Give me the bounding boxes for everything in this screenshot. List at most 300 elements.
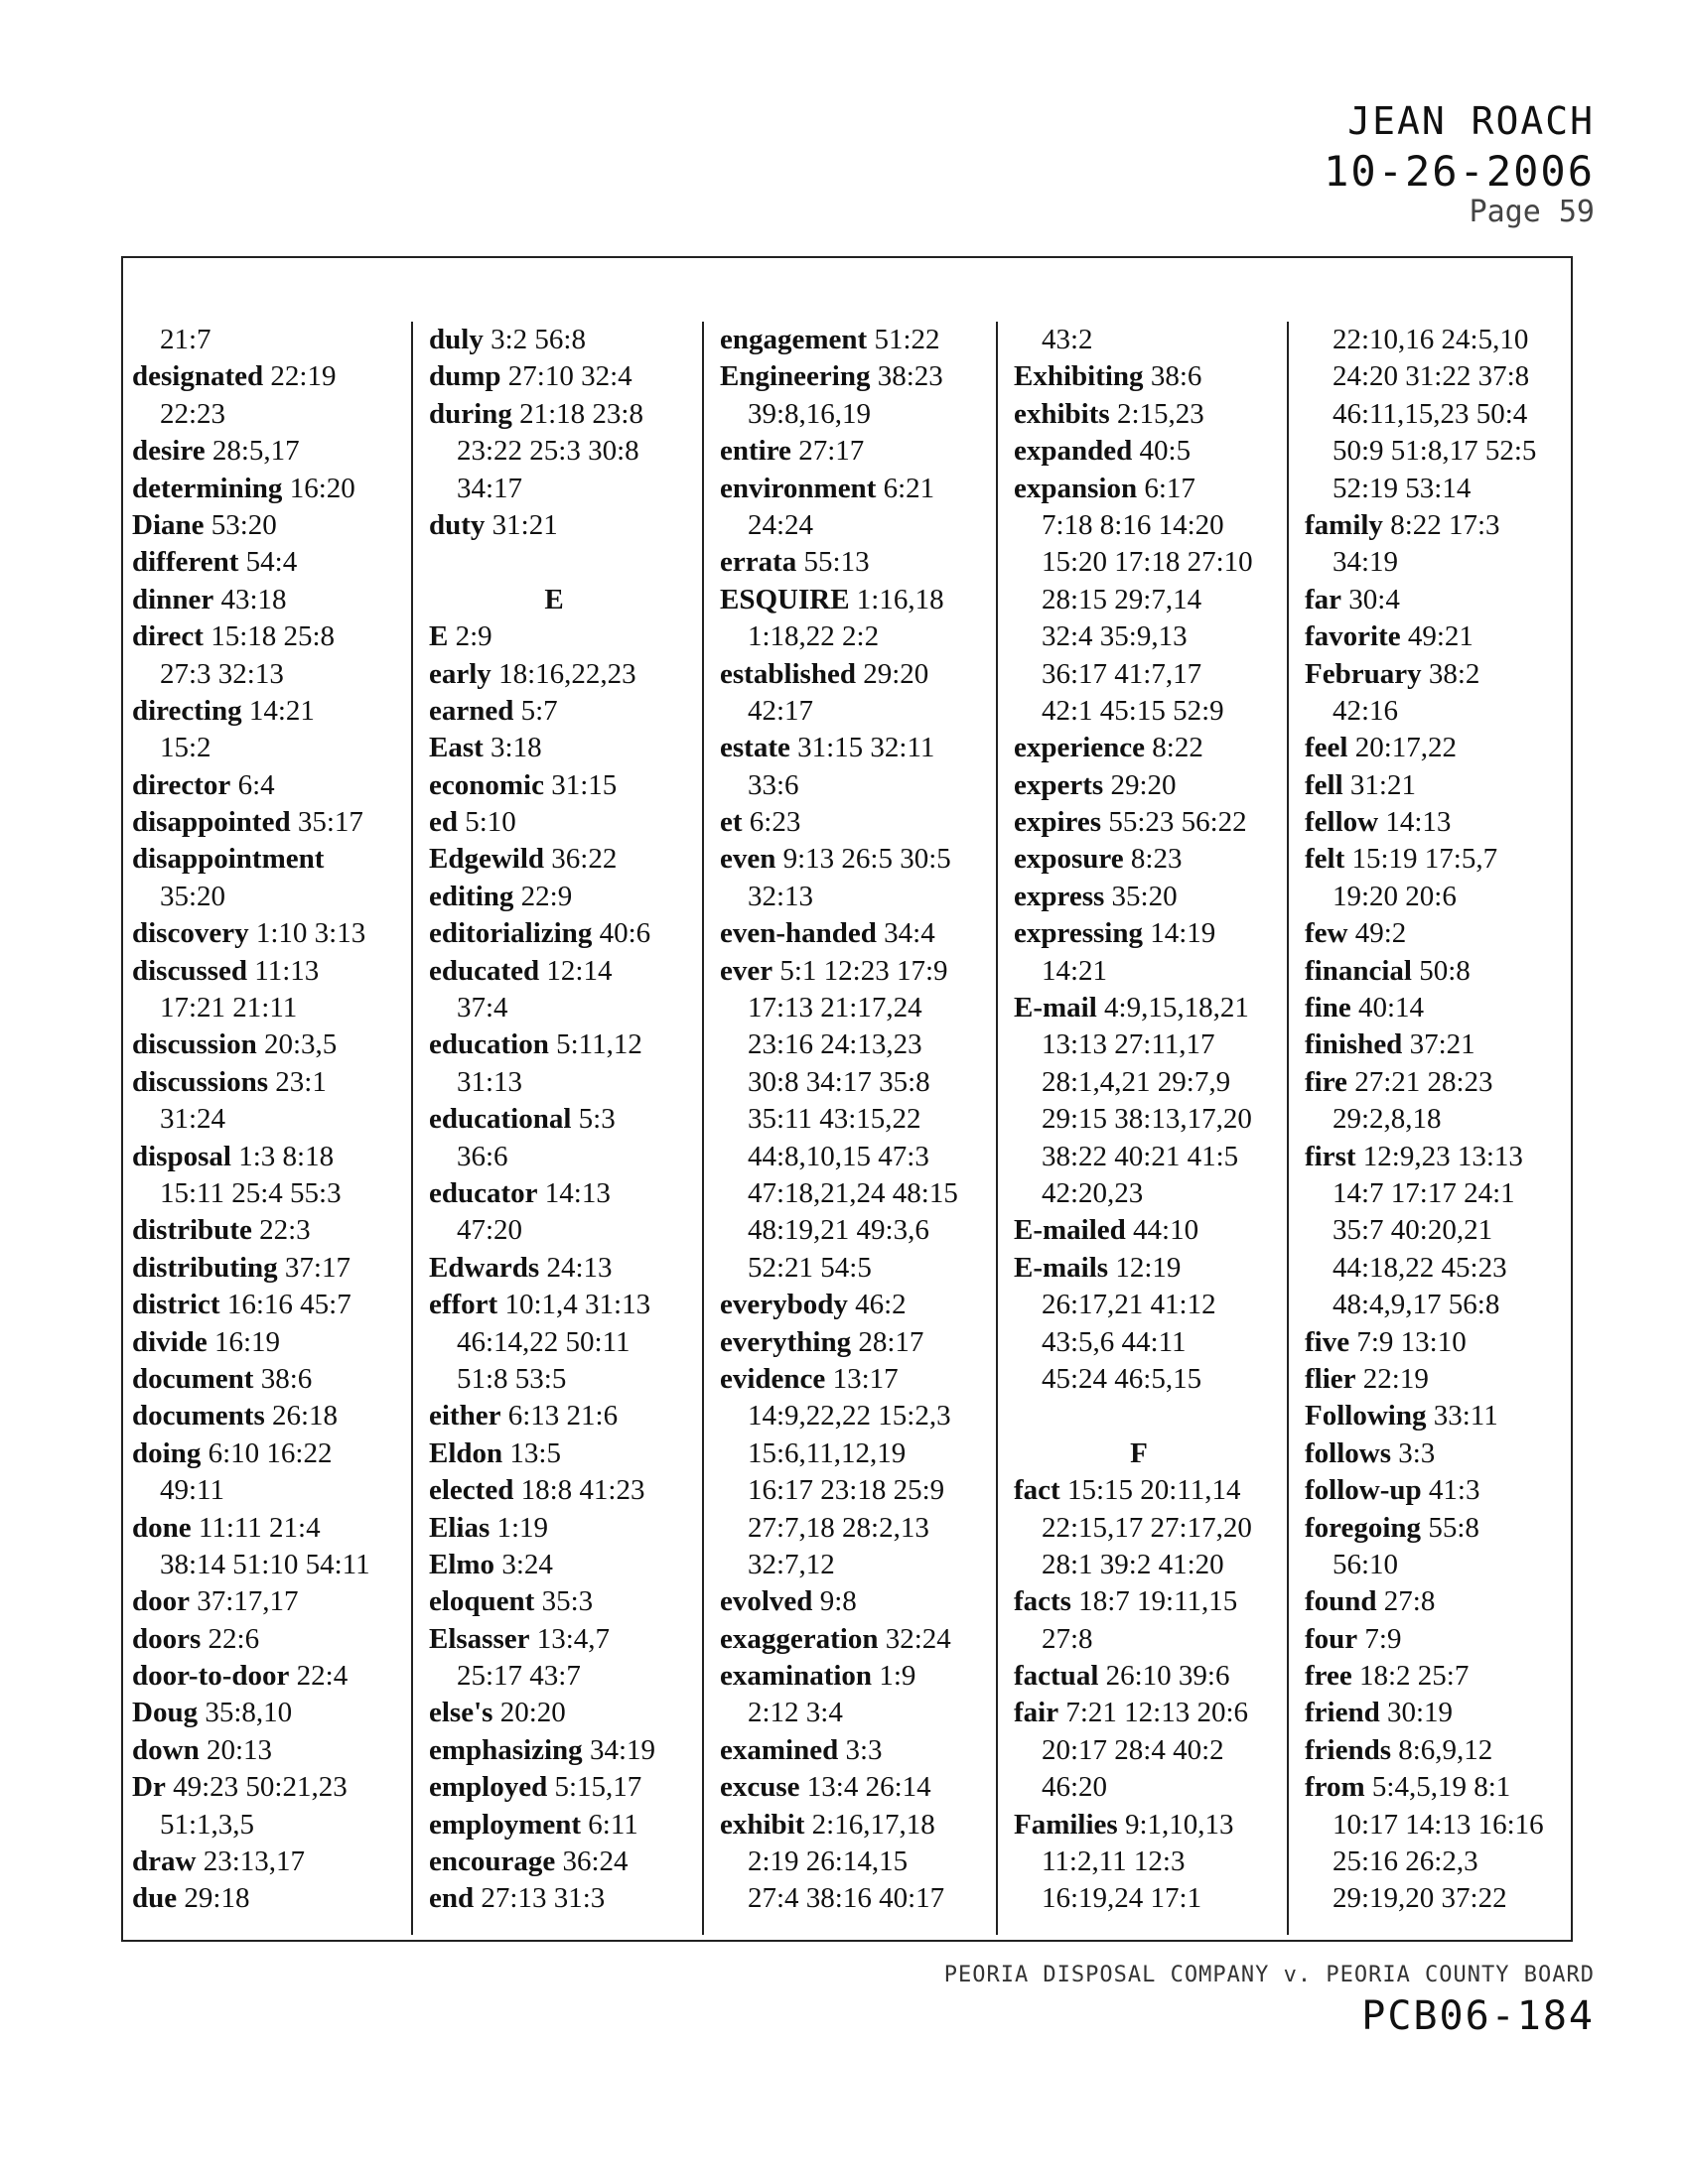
page-line-refs: 31:21 bbox=[1349, 768, 1416, 801]
index-column-1 bbox=[132, 322, 408, 1935]
page-line-refs: 1:3 8:18 bbox=[238, 1140, 335, 1172]
page-line-refs: 5:3 bbox=[578, 1103, 616, 1136]
page-line-refs: 9:13 26:5 30:5 bbox=[782, 843, 951, 876]
index-entry bbox=[720, 1361, 993, 1398]
page-number: Page 59 bbox=[1469, 195, 1595, 229]
index-entry bbox=[429, 1472, 699, 1509]
index-entry bbox=[132, 953, 408, 990]
index-entry bbox=[132, 1658, 408, 1695]
index-continuation: 44:18,22 45:23 bbox=[1333, 1251, 1507, 1284]
index-term: foregoing bbox=[1305, 1511, 1422, 1544]
index-entry bbox=[1014, 1658, 1284, 1695]
page-line-refs: 6:13 21:6 bbox=[507, 1400, 619, 1433]
page-line-refs: 26:10 39:6 bbox=[1105, 1660, 1230, 1693]
index-term: ed bbox=[429, 806, 458, 839]
page-line-refs: 3:2 56:8 bbox=[491, 324, 586, 355]
index-term: employed bbox=[429, 1771, 548, 1804]
page-line-refs: 49:23 50:21,23 bbox=[173, 1771, 348, 1804]
index-entry bbox=[1305, 1695, 1573, 1731]
index-entry bbox=[429, 1547, 699, 1583]
index-continuation: 16:19,24 17:1 bbox=[1042, 1882, 1202, 1915]
index-entry bbox=[1014, 1807, 1284, 1843]
page-line-refs: 37:17 bbox=[284, 1251, 351, 1284]
case-caption: PEORIA DISPOSAL COMPANY v. PEORIA COUNTY BOARD bbox=[943, 1963, 1595, 1987]
index-term: found bbox=[1305, 1585, 1377, 1618]
page-line-refs: 6:17 bbox=[1144, 472, 1195, 504]
index-term: directing bbox=[132, 694, 242, 727]
index-column-5 bbox=[1287, 322, 1573, 1935]
index-entry bbox=[132, 1769, 408, 1806]
index-term: even-handed bbox=[720, 917, 877, 950]
index-entry bbox=[1305, 1732, 1573, 1769]
page-line-refs: 14:21 bbox=[248, 694, 315, 727]
index-continuation: 20:17 28:4 40:2 bbox=[1042, 1733, 1224, 1766]
index-term: desire bbox=[132, 435, 206, 468]
page-line-refs: 23:1 bbox=[275, 1065, 327, 1098]
page-line-refs: 10:1,4 31:13 bbox=[504, 1289, 651, 1321]
index-entry bbox=[720, 915, 993, 952]
index-entry bbox=[1305, 656, 1573, 693]
index-continuation: 11:2,11 12:3 bbox=[1042, 1845, 1186, 1878]
index-term: few bbox=[1305, 917, 1348, 950]
index-term: Diane bbox=[132, 508, 205, 541]
index-entry bbox=[132, 693, 408, 730]
page-line-refs: 13:17 bbox=[832, 1362, 899, 1395]
index-continuation: 1:18,22 2:2 bbox=[748, 620, 880, 653]
index-entry bbox=[429, 1101, 699, 1138]
index-entry bbox=[1014, 358, 1284, 395]
index-entry bbox=[132, 767, 408, 804]
page-line-refs: 5:7 bbox=[520, 694, 558, 727]
index-continuation: 31:24 bbox=[160, 1103, 226, 1136]
index-continuation: 28:15 29:7,14 bbox=[1042, 583, 1202, 615]
index-continuation: 52:19 53:14 bbox=[1333, 472, 1472, 504]
page-line-refs: 37:21 bbox=[1409, 1028, 1475, 1061]
index-entry bbox=[1014, 1472, 1284, 1509]
page-line-refs: 18:2 25:7 bbox=[1359, 1660, 1470, 1693]
index-continuation: 23:16 24:13,23 bbox=[748, 1028, 922, 1061]
index-entry bbox=[429, 358, 699, 395]
index-column-3 bbox=[702, 322, 993, 1935]
index-entry bbox=[1305, 1583, 1573, 1620]
page-line-refs: 35:17 bbox=[297, 806, 363, 839]
page-line-refs: 29:20 bbox=[863, 657, 929, 690]
page-line-refs: 30:4 bbox=[1348, 583, 1400, 615]
blank-line bbox=[429, 544, 699, 581]
index-term: everything bbox=[720, 1325, 852, 1358]
index-entry bbox=[720, 1621, 993, 1658]
index-continuation: 17:13 21:17,24 bbox=[748, 992, 922, 1024]
index-continuation: 2:19 26:14,15 bbox=[748, 1845, 909, 1878]
index-term: encourage bbox=[429, 1845, 556, 1878]
blank-line bbox=[1014, 1398, 1284, 1434]
index-entry bbox=[720, 544, 993, 581]
index-entry bbox=[429, 322, 699, 358]
index-continuation: 14:7 17:17 24:1 bbox=[1333, 1176, 1515, 1209]
index-term: errata bbox=[720, 546, 797, 579]
page-line-refs: 12:19 bbox=[1115, 1251, 1182, 1284]
index-entry bbox=[1305, 1398, 1573, 1434]
page-line-refs: 40:6 bbox=[599, 917, 651, 950]
index-term: five bbox=[1305, 1325, 1350, 1358]
index-entry bbox=[720, 656, 993, 693]
index-entry bbox=[429, 879, 699, 915]
index-term: examination bbox=[720, 1660, 873, 1693]
index-term: experience bbox=[1014, 732, 1146, 764]
index-entry bbox=[1014, 1695, 1284, 1731]
index-term: document bbox=[132, 1362, 254, 1395]
page-line-refs: 38:2 bbox=[1428, 657, 1480, 690]
index-term: end bbox=[429, 1882, 475, 1915]
index-entry bbox=[720, 1769, 993, 1806]
index-continuation: 46:11,15,23 50:4 bbox=[1333, 397, 1528, 430]
page-line-refs: 2:15,23 bbox=[1116, 397, 1204, 430]
index-term: documents bbox=[132, 1400, 265, 1433]
index-term: estate bbox=[720, 732, 790, 764]
page-line-refs: 1:10 3:13 bbox=[255, 917, 366, 950]
index-term: Elmo bbox=[429, 1548, 495, 1580]
index-entry bbox=[1305, 1769, 1573, 1806]
index-term: flier bbox=[1305, 1362, 1356, 1395]
index-term: door bbox=[132, 1585, 190, 1618]
index-entry bbox=[1014, 1583, 1284, 1620]
page-line-refs: 15:18 25:8 bbox=[210, 620, 336, 653]
index-term: discussions bbox=[132, 1065, 269, 1098]
index-entry bbox=[1305, 1510, 1573, 1547]
index-entry bbox=[1305, 1621, 1573, 1658]
index-term: dump bbox=[429, 360, 501, 393]
index-entry bbox=[132, 1250, 408, 1287]
page-line-refs: 22:6 bbox=[208, 1622, 260, 1655]
index-entry bbox=[1014, 841, 1284, 878]
index-term: Edwards bbox=[429, 1251, 540, 1284]
page-line-refs: 55:23 56:22 bbox=[1108, 806, 1247, 839]
index-entry bbox=[720, 358, 993, 395]
page-line-refs: 6:21 bbox=[883, 472, 935, 504]
page-line-refs: 27:8 bbox=[1383, 1585, 1436, 1618]
index-term: favorite bbox=[1305, 620, 1401, 653]
index-continuation: 7:18 8:16 14:20 bbox=[1042, 508, 1224, 541]
page-line-refs: 5:4,5,19 8:1 bbox=[1371, 1771, 1511, 1804]
index-term: environment bbox=[720, 472, 877, 504]
case-number: PCB06-184 bbox=[1361, 1993, 1595, 2039]
index-term: Elsasser bbox=[429, 1622, 530, 1655]
index-continuation: 28:1,4,21 29:7,9 bbox=[1042, 1065, 1231, 1098]
index-term: elected bbox=[429, 1474, 514, 1507]
index-continuation: 22:23 bbox=[160, 397, 226, 430]
page-line-refs: 16:20 bbox=[289, 472, 355, 504]
index-term: far bbox=[1305, 583, 1342, 615]
index-continuation: 29:15 38:13,17,20 bbox=[1042, 1103, 1252, 1136]
page-line-refs: 3:3 bbox=[1398, 1436, 1436, 1469]
page-line-refs: 13:4 26:14 bbox=[806, 1771, 931, 1804]
index-term: Elias bbox=[429, 1511, 491, 1544]
index-term: disappointment bbox=[132, 843, 325, 876]
page-line-refs: 49:2 bbox=[1354, 917, 1407, 950]
index-entry bbox=[132, 1621, 408, 1658]
page-line-refs: 22:9 bbox=[520, 880, 573, 912]
page-line-refs: 35:20 bbox=[1111, 880, 1178, 912]
page-line-refs: 6:10 16:22 bbox=[208, 1436, 333, 1469]
page-line-refs: 32:24 bbox=[885, 1622, 951, 1655]
index-continuation: 48:19,21 49:3,6 bbox=[748, 1214, 929, 1247]
page-line-refs: 41:3 bbox=[1428, 1474, 1480, 1507]
index-term: family bbox=[1305, 508, 1383, 541]
index-entry bbox=[720, 1658, 993, 1695]
index-entry bbox=[720, 1324, 993, 1361]
index-term: effort bbox=[429, 1289, 498, 1321]
index-continuation: 22:10,16 24:5,10 bbox=[1333, 324, 1529, 355]
index-term: fire bbox=[1305, 1065, 1347, 1098]
index-continuation: 17:21 21:11 bbox=[160, 992, 298, 1024]
index-term: factual bbox=[1014, 1660, 1099, 1693]
page-line-refs: 7:9 13:10 bbox=[1356, 1325, 1467, 1358]
index-term: editing bbox=[429, 880, 514, 912]
index-entry bbox=[720, 1583, 993, 1620]
index-entry bbox=[429, 1880, 699, 1917]
index-entry bbox=[429, 767, 699, 804]
index-entry bbox=[1305, 804, 1573, 841]
page-line-refs: 51:22 bbox=[874, 324, 940, 355]
index-column-2 bbox=[411, 322, 699, 1935]
index-term: distribute bbox=[132, 1214, 252, 1247]
index-term: educational bbox=[429, 1103, 572, 1136]
page-line-refs: 5:1 12:23 17:9 bbox=[779, 954, 948, 987]
index-entry bbox=[429, 507, 699, 544]
index-entry bbox=[132, 433, 408, 470]
index-entry bbox=[429, 1026, 699, 1063]
index-entry bbox=[132, 1212, 408, 1249]
index-entry bbox=[429, 1695, 699, 1731]
index-entry bbox=[429, 915, 699, 952]
index-entry bbox=[132, 915, 408, 952]
index-continuation: 47:20 bbox=[457, 1214, 523, 1247]
index-entry bbox=[132, 841, 408, 878]
index-continuation: 2:12 3:4 bbox=[748, 1697, 843, 1729]
index-continuation: 43:2 bbox=[1042, 324, 1093, 355]
page-line-refs: 5:10 bbox=[465, 806, 516, 839]
index-term: director bbox=[132, 768, 231, 801]
index-continuation: 10:17 14:13 16:16 bbox=[1333, 1808, 1544, 1841]
page-line-refs: 15:19 17:5,7 bbox=[1351, 843, 1498, 876]
index-continuation: 15:20 17:18 27:10 bbox=[1042, 546, 1253, 579]
page-line-refs: 13:4,7 bbox=[536, 1622, 611, 1655]
page-line-refs: 28:5,17 bbox=[211, 435, 300, 468]
index-continuation: 56:10 bbox=[1333, 1548, 1399, 1580]
page-line-refs: 7:9 bbox=[1364, 1622, 1402, 1655]
index-continuation: 43:5,6 44:11 bbox=[1042, 1325, 1187, 1358]
index-continuation: 13:13 27:11,17 bbox=[1042, 1028, 1215, 1061]
page-line-refs: 12:14 bbox=[546, 954, 613, 987]
index-entry bbox=[429, 1435, 699, 1472]
index-entry bbox=[1305, 841, 1573, 878]
index-continuation: 19:20 20:6 bbox=[1333, 880, 1457, 912]
page-line-refs: 31:15 bbox=[551, 768, 618, 801]
index-continuation: 35:7 40:20,21 bbox=[1333, 1214, 1493, 1247]
index-term: determining bbox=[132, 472, 283, 504]
index-entry bbox=[429, 1175, 699, 1212]
index-entry bbox=[1305, 1361, 1573, 1398]
index-entry bbox=[1305, 730, 1573, 766]
index-term: financial bbox=[1305, 954, 1412, 987]
index-entry bbox=[132, 1026, 408, 1063]
page-line-refs: 22:19 bbox=[270, 360, 337, 393]
index-entry bbox=[720, 1287, 993, 1323]
index-entry bbox=[132, 1324, 408, 1361]
index-entry bbox=[429, 693, 699, 730]
index-term: economic bbox=[429, 768, 544, 801]
index-entry bbox=[429, 1287, 699, 1323]
index-term: exaggeration bbox=[720, 1622, 879, 1655]
index-continuation: 48:4,9,17 56:8 bbox=[1333, 1289, 1500, 1321]
index-entry bbox=[1014, 767, 1284, 804]
index-continuation: 27:3 32:13 bbox=[160, 657, 284, 690]
page-line-refs: 9:8 bbox=[819, 1585, 857, 1618]
index-entry bbox=[429, 1250, 699, 1287]
index-entry bbox=[132, 1695, 408, 1731]
page-line-refs: 43:18 bbox=[220, 583, 287, 615]
index-term: discussed bbox=[132, 954, 248, 987]
index-term: follow-up bbox=[1305, 1474, 1422, 1507]
page-line-refs: 1:19 bbox=[496, 1511, 549, 1544]
index-entry bbox=[1014, 804, 1284, 841]
index-term: excuse bbox=[720, 1771, 800, 1804]
index-entry bbox=[132, 1880, 408, 1917]
index-continuation: 25:16 26:2,3 bbox=[1333, 1845, 1478, 1878]
index-entry bbox=[720, 804, 993, 841]
page-line-refs: 6:4 bbox=[237, 768, 275, 801]
index-term: exhibit bbox=[720, 1808, 805, 1841]
page-line-refs: 14:13 bbox=[544, 1176, 611, 1209]
index-continuation: 42:16 bbox=[1333, 694, 1399, 727]
index-term: friend bbox=[1305, 1697, 1380, 1729]
index-entry bbox=[1305, 1658, 1573, 1695]
index-entry bbox=[429, 396, 699, 433]
page-line-refs: 55:13 bbox=[803, 546, 870, 579]
index-term: done bbox=[132, 1511, 192, 1544]
index-entry bbox=[1014, 471, 1284, 507]
index-term: direct bbox=[132, 620, 204, 653]
page-line-refs: 2:9 bbox=[455, 620, 492, 653]
page-line-refs: 8:23 bbox=[1130, 843, 1183, 876]
index-entry bbox=[720, 730, 993, 766]
index-term: different bbox=[132, 546, 239, 579]
index-continuation: 21:7 bbox=[160, 324, 211, 355]
page-line-refs: 26:18 bbox=[271, 1400, 339, 1433]
index-continuation: 49:11 bbox=[160, 1474, 224, 1507]
index-continuation: 15:11 25:4 55:3 bbox=[160, 1176, 342, 1209]
index-term: finished bbox=[1305, 1028, 1403, 1061]
index-term: examined bbox=[720, 1733, 839, 1766]
page-line-refs: 53:20 bbox=[210, 508, 277, 541]
page-line-refs: 55:8 bbox=[1428, 1511, 1479, 1544]
index-term: Edgewild bbox=[429, 843, 545, 876]
page-line-refs: 23:13,17 bbox=[203, 1845, 306, 1878]
index-entry bbox=[132, 1843, 408, 1880]
index-continuation: 50:9 51:8,17 52:5 bbox=[1333, 435, 1537, 468]
page-line-refs: 1:9 bbox=[879, 1660, 916, 1693]
page-line-refs: 14:13 bbox=[1385, 806, 1452, 839]
index-entry bbox=[1305, 767, 1573, 804]
index-term: follows bbox=[1305, 1436, 1391, 1469]
page-line-refs: 4:9,15,18,21 bbox=[1104, 992, 1249, 1024]
deposition-date: 10-26-2006 bbox=[1324, 147, 1595, 196]
index-term: experts bbox=[1014, 768, 1104, 801]
index-entry bbox=[1014, 1250, 1284, 1287]
index-entry bbox=[1305, 915, 1573, 952]
index-continuation: 42:17 bbox=[748, 694, 814, 727]
index-term: Exhibiting bbox=[1014, 360, 1144, 393]
index-continuation: 14:21 bbox=[1042, 954, 1108, 987]
index-term: employment bbox=[429, 1808, 582, 1841]
index-term: Following bbox=[1305, 1400, 1427, 1433]
index-entry bbox=[429, 841, 699, 878]
index-entry bbox=[429, 656, 699, 693]
index-entry bbox=[132, 507, 408, 544]
page-line-refs: 16:19 bbox=[214, 1325, 281, 1358]
index-term: fellow bbox=[1305, 806, 1379, 839]
index-entry bbox=[132, 1398, 408, 1434]
index-term: exposure bbox=[1014, 843, 1124, 876]
page-line-refs: 18:8 41:23 bbox=[520, 1474, 645, 1507]
index-entry bbox=[720, 471, 993, 507]
index-term: Doug bbox=[132, 1697, 199, 1729]
index-entry bbox=[1305, 1064, 1573, 1101]
index-entry bbox=[132, 582, 408, 618]
index-term: first bbox=[1305, 1140, 1356, 1172]
index-entry bbox=[132, 618, 408, 655]
index-term: feel bbox=[1305, 732, 1348, 764]
index-term: eloquent bbox=[429, 1585, 535, 1618]
index-entry bbox=[429, 953, 699, 990]
index-term: either bbox=[429, 1400, 501, 1433]
index-continuation: 37:4 bbox=[457, 992, 508, 1024]
index-entry bbox=[1014, 879, 1284, 915]
index-term: earned bbox=[429, 694, 514, 727]
index-term: E bbox=[429, 620, 449, 653]
index-continuation: 23:22 25:3 30:8 bbox=[457, 435, 639, 468]
index-continuation: 42:20,23 bbox=[1042, 1176, 1144, 1209]
index-term: East bbox=[429, 732, 484, 764]
index-continuation: 42:1 45:15 52:9 bbox=[1042, 694, 1224, 727]
page-line-refs: 3:18 bbox=[491, 732, 542, 764]
index-entry bbox=[429, 1732, 699, 1769]
index-term: express bbox=[1014, 880, 1105, 912]
index-term: E-mails bbox=[1014, 1251, 1109, 1284]
index-term: Eldon bbox=[429, 1436, 503, 1469]
index-term: expressing bbox=[1014, 917, 1143, 950]
page-line-refs: 21:18 23:8 bbox=[519, 397, 643, 430]
page-line-refs: 31:15 32:11 bbox=[797, 732, 935, 764]
page-line-refs: 38:6 bbox=[1150, 360, 1202, 393]
page-line-refs: 40:14 bbox=[1357, 992, 1425, 1024]
index-term: engagement bbox=[720, 324, 868, 355]
index-entry bbox=[1014, 396, 1284, 433]
index-entry bbox=[132, 1583, 408, 1620]
index-continuation: 46:20 bbox=[1042, 1771, 1108, 1804]
index-entry bbox=[1014, 433, 1284, 470]
index-term: discussion bbox=[132, 1028, 257, 1061]
page-line-refs: 34:4 bbox=[884, 917, 935, 950]
index-entry bbox=[429, 618, 699, 655]
index-term: free bbox=[1305, 1660, 1352, 1693]
page-line-refs: 9:1,10,13 bbox=[1124, 1808, 1234, 1841]
index-term: four bbox=[1305, 1622, 1358, 1655]
index-entry bbox=[720, 433, 993, 470]
index-continuation: 35:20 bbox=[160, 880, 226, 912]
index-column-4 bbox=[996, 322, 1284, 1935]
index-term: designated bbox=[132, 360, 264, 393]
